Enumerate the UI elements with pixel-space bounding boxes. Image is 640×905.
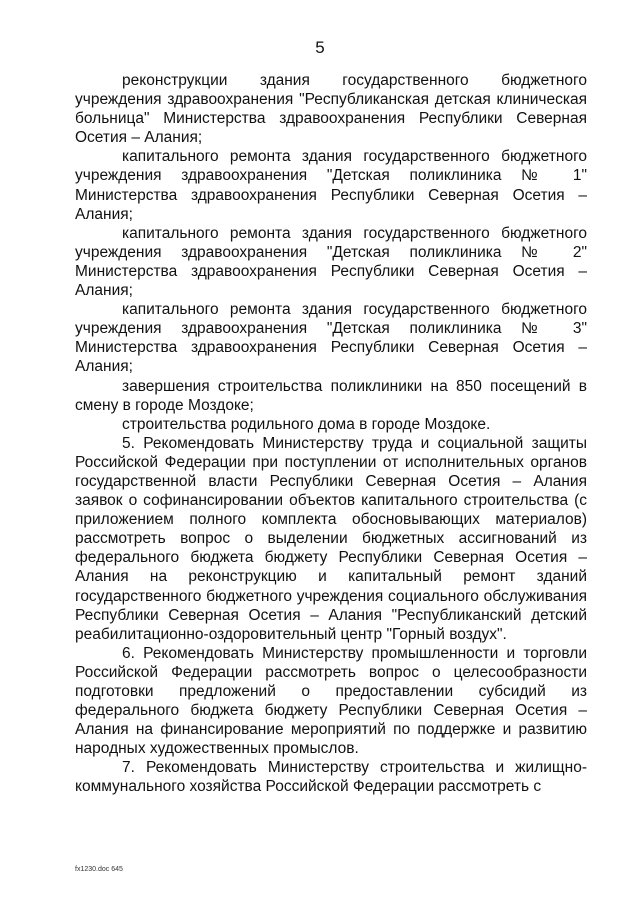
paragraph-item-6: 6. Рекомендовать Министерству промышленности и торговли Российской Федерации рассмотреть вопрос о целесообразности подготовки предложений о предоставлении субсидий из федерального бюджета бюджету Республики Северная Осетия – Алания на финансирование мероприятий по поддержке и развитию народных художественных промыслов. [75,644,587,758]
paragraph-maternity-hospital: строительства родильного дома в городе Моздоке. [122,415,491,433]
paragraph-reconstruction-hospital: реконструкции здания государственного бюджетного учреждения здравоохранения "Республиканская детская клиническая больница" Министерства здравоохранения Республики Северная Осетия – Алания; [75,72,587,147]
paragraph-clinic-3: капитального ремонта здания государственного бюджетного учреждения здравоохранения "Детская поликлиника № 3" Министерства здравоохранения Республики Северная Осетия – Алания; [75,301,587,376]
paragraph-item-7: 7. Рекомендовать Министерству строительства и жилищно-коммунального хозяйства Российской Федерации рассмотреть с [75,759,587,796]
paragraph-mozdok-clinic: завершения строительства поликлиники на 850 посещений в смену в городе Моздоке; [75,377,587,414]
page-number: 5 [315,38,325,57]
file-reference: fx1230.doc 645 [75,866,123,873]
paragraph-clinic-1: капитального ремонта здания государственного бюджетного учреждения здравоохранения "Детская поликлиника № 1" Министерства здравоохранения Республики Северная Осетия – Алания; [75,148,587,223]
paragraph-item-5: 5. Рекомендовать Министерству труда и социальной защиты Российской Федерации при поступлении от исполнительных органов государственной власти Республики Северная Осетия – Алания заявок о софинансировании объектов капитального строительства (с приложением полного комплекта обосновывающих материалов) рассмотреть вопрос о выделении бюджетных ассигнований из федерального бюджета бюджету Республики Северная Осетия – Алания на реконструкцию и капитальный ремонт зданий государственного бюджетного учреждения социального обслуживания Республики Северная Осетия – Алания "Республиканский детский реабилитационно-оздоровительный центр "Горный воздух". [75,434,587,643]
document-body [75,71,587,797]
paragraph-clinic-2: капитального ремонта здания государственного бюджетного учреждения здравоохранения "Детская поликлиника № 2" Министерства здравоохранения Республики Северная Осетия – Алания; [75,224,587,300]
